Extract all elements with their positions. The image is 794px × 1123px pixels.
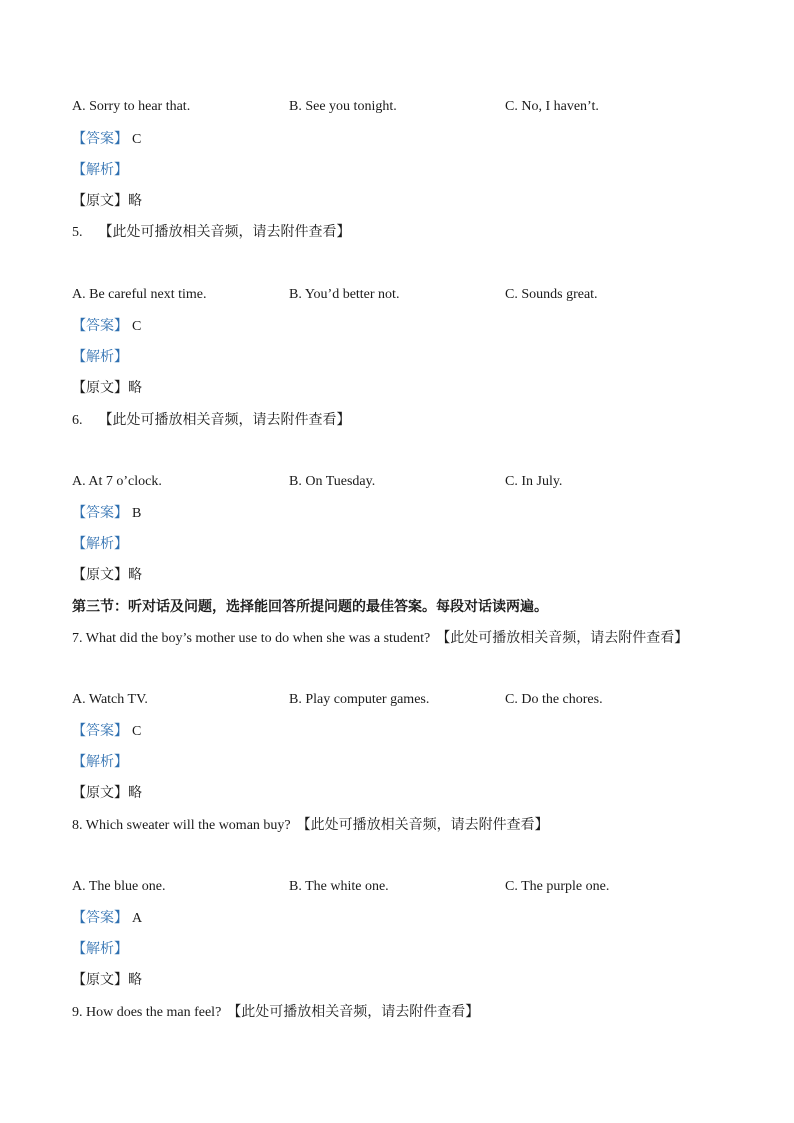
q6-analysis (72, 534, 128, 555)
q8-analysis (72, 939, 128, 960)
q7-option-c: C. Do the chores. (505, 692, 603, 707)
q6-option-b: B. On Tuesday. (289, 474, 376, 489)
analysis-label: 【解析】 (72, 536, 128, 552)
audio-link[interactable]: 【此处可播放相关音频，请去附件查看】 (436, 630, 689, 646)
q8-original (72, 970, 142, 991)
original-label: 【原文】 (72, 193, 128, 209)
q8-option-a: A. The blue one. (72, 879, 166, 894)
answer-label: 【答案】 (72, 723, 128, 739)
q6-options (72, 472, 752, 492)
answer-label: 【答案】 (72, 131, 128, 147)
question-text: 8. Which sweater will the woman buy? (72, 818, 291, 833)
original-label: 【原文】 (72, 567, 128, 583)
original-label: 【原文】 (72, 972, 128, 988)
answer-value: B (132, 506, 142, 521)
original-value: 略 (128, 567, 142, 583)
q6-heading (72, 410, 351, 431)
q7-option-a: A. Watch TV. (72, 692, 148, 707)
audio-link[interactable]: 【此处可播放相关音频，请去附件查看】 (98, 224, 351, 240)
q8-heading (72, 815, 549, 836)
q5-option-b: B. You’d better not. (289, 287, 400, 302)
q4-options (72, 97, 752, 117)
q5-option-c: C. Sounds great. (505, 287, 598, 302)
q8-option-b: B. The white one. (289, 879, 389, 894)
q8-option-c: C. The purple one. (505, 879, 610, 894)
q5-analysis (72, 347, 128, 368)
answer-value: C (132, 319, 142, 334)
audio-link[interactable]: 【此处可播放相关音频，请去附件查看】 (227, 1004, 480, 1020)
q5-original (72, 378, 142, 399)
original-value: 略 (128, 380, 142, 396)
analysis-label: 【解析】 (72, 754, 128, 770)
q4-option-b: B. See you tonight. (289, 99, 397, 114)
q5-option-a: A. Be careful next time. (72, 287, 207, 302)
q6-option-a: A. At 7 o’clock. (72, 474, 162, 489)
q7-answer (72, 721, 141, 742)
audio-link[interactable]: 【此处可播放相关音频，请去附件查看】 (98, 412, 351, 428)
answer-value: C (132, 724, 142, 739)
q7-option-b: B. Play computer games. (289, 692, 430, 707)
q4-option-a: A. Sorry to hear that. (72, 99, 191, 114)
answer-value: A (132, 911, 143, 926)
question-text: 7. What did the boy’s mother use to do when she was a student? (72, 631, 431, 646)
q5-answer (72, 316, 141, 337)
q5-options (72, 285, 752, 305)
q8-answer (72, 908, 142, 929)
q4-original (72, 191, 142, 212)
answer-value: C (132, 132, 142, 147)
analysis-label: 【解析】 (72, 162, 128, 178)
analysis-label: 【解析】 (72, 941, 128, 957)
q7-original (72, 783, 142, 804)
q4-answer (72, 129, 141, 150)
q7-analysis (72, 752, 128, 773)
answer-label: 【答案】 (72, 910, 128, 926)
question-number: 6. (72, 413, 83, 428)
analysis-label: 【解析】 (72, 349, 128, 365)
original-value: 略 (128, 972, 142, 988)
q8-options (72, 877, 752, 897)
q6-answer (72, 503, 141, 524)
answer-label: 【答案】 (72, 318, 128, 334)
q7-options (72, 690, 752, 710)
audio-link[interactable]: 【此处可播放相关音频，请去附件查看】 (296, 817, 549, 833)
q4-option-c: C. No, I haven’t. (505, 99, 599, 114)
original-label: 【原文】 (72, 380, 128, 396)
section-title: 第三节：听对话及问题，选择能回答所提问题的最佳答案。每段对话读两遍。 (72, 599, 548, 615)
q5-heading (72, 222, 351, 243)
original-label: 【原文】 (72, 785, 128, 801)
q9-heading (72, 1002, 479, 1023)
q6-original (72, 565, 142, 586)
q7-heading (72, 628, 688, 649)
q4-analysis (72, 160, 128, 181)
original-value: 略 (128, 785, 142, 801)
original-value: 略 (128, 193, 142, 209)
question-text: 9. How does the man feel? (72, 1005, 222, 1020)
question-number: 5. (72, 225, 83, 240)
answer-label: 【答案】 (72, 505, 128, 521)
q6-option-c: C. In July. (505, 474, 563, 489)
